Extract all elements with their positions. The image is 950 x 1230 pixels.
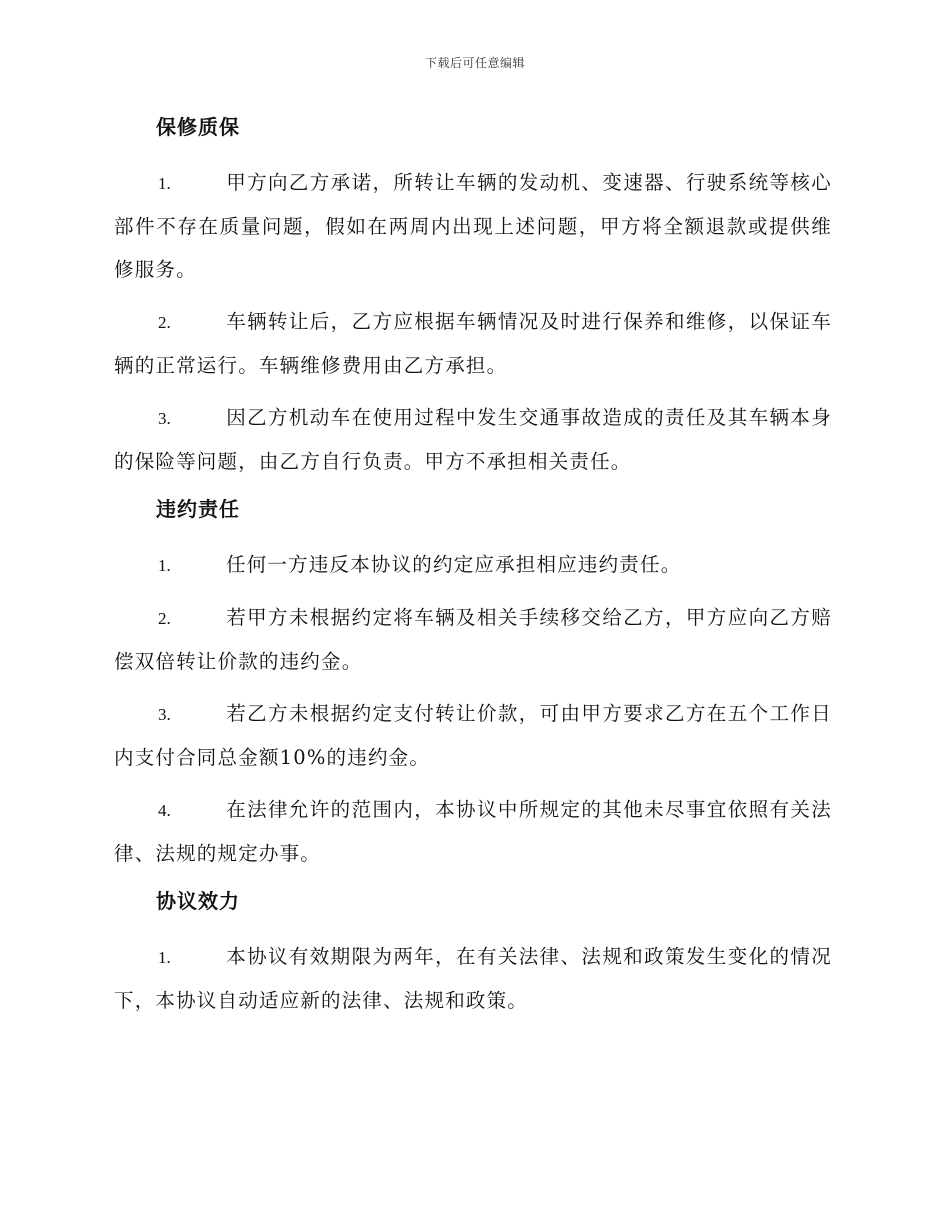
clause-text: 若乙方未根据约定支付转让价款，可由甲方要求乙方在五个工作日内支付合同总金额10%的违约金。 (114, 702, 832, 769)
clause (114, 396, 832, 483)
clause (114, 543, 832, 587)
clause (114, 935, 832, 1022)
clause-number: 1. (158, 174, 171, 193)
clause (114, 596, 832, 683)
section-breach-liability (114, 492, 832, 875)
clause (114, 161, 832, 291)
clause-text: 任何一方违反本协议的约定应承担相应违约责任。 (226, 553, 682, 576)
clause-text: 本协议有效期限为两年，在有关法律、法规和政策发生变化的情况下，本协议自动适应新的法律、法规和政策。 (114, 945, 832, 1012)
clause-text: 在法律允许的范围内，本协议中所规定的其他未尽事宜依照有关法律、法规的规定办事。 (114, 798, 832, 865)
clause (114, 788, 832, 875)
clause-number: 2. (158, 313, 171, 332)
clause-text: 若甲方未根据约定将车辆及相关手续移交给乙方，甲方应向乙方赔偿双倍转让价款的违约金。 (114, 606, 832, 673)
clause-text: 因乙方机动车在使用过程中发生交通事故造成的责任及其车辆本身的保险等问题，由乙方自行负责。甲方不承担相关责任。 (114, 406, 832, 473)
clause-number: 2. (158, 609, 171, 628)
clause (114, 692, 832, 779)
clause-number: 3. (158, 409, 171, 428)
section-agreement-validity (114, 884, 832, 1022)
clause-text: 甲方向乙方承诺，所转让车辆的发动机、变速器、行驶系统等核心部件不存在质量问题，假如在两周内出现上述问题，甲方将全额退款或提供维修服务。 (114, 171, 832, 281)
clause-number: 1. (158, 948, 171, 967)
clause-text: 车辆转让后，乙方应根据车辆情况及时进行保养和维修，以保证车辆的正常运行。车辆维修费用由乙方承担。 (114, 310, 832, 377)
section-heading: 协议效力 (156, 889, 240, 913)
clause-number: 4. (158, 801, 171, 820)
clause (114, 300, 832, 387)
section-heading: 违约责任 (156, 497, 240, 521)
section-heading: 保修质保 (156, 115, 240, 139)
section-warranty (114, 110, 832, 483)
document-body (114, 110, 832, 1031)
clause-number: 1. (158, 556, 171, 575)
page-header: 下载后可任意编辑 (424, 56, 525, 70)
clause-number: 3. (158, 705, 171, 724)
